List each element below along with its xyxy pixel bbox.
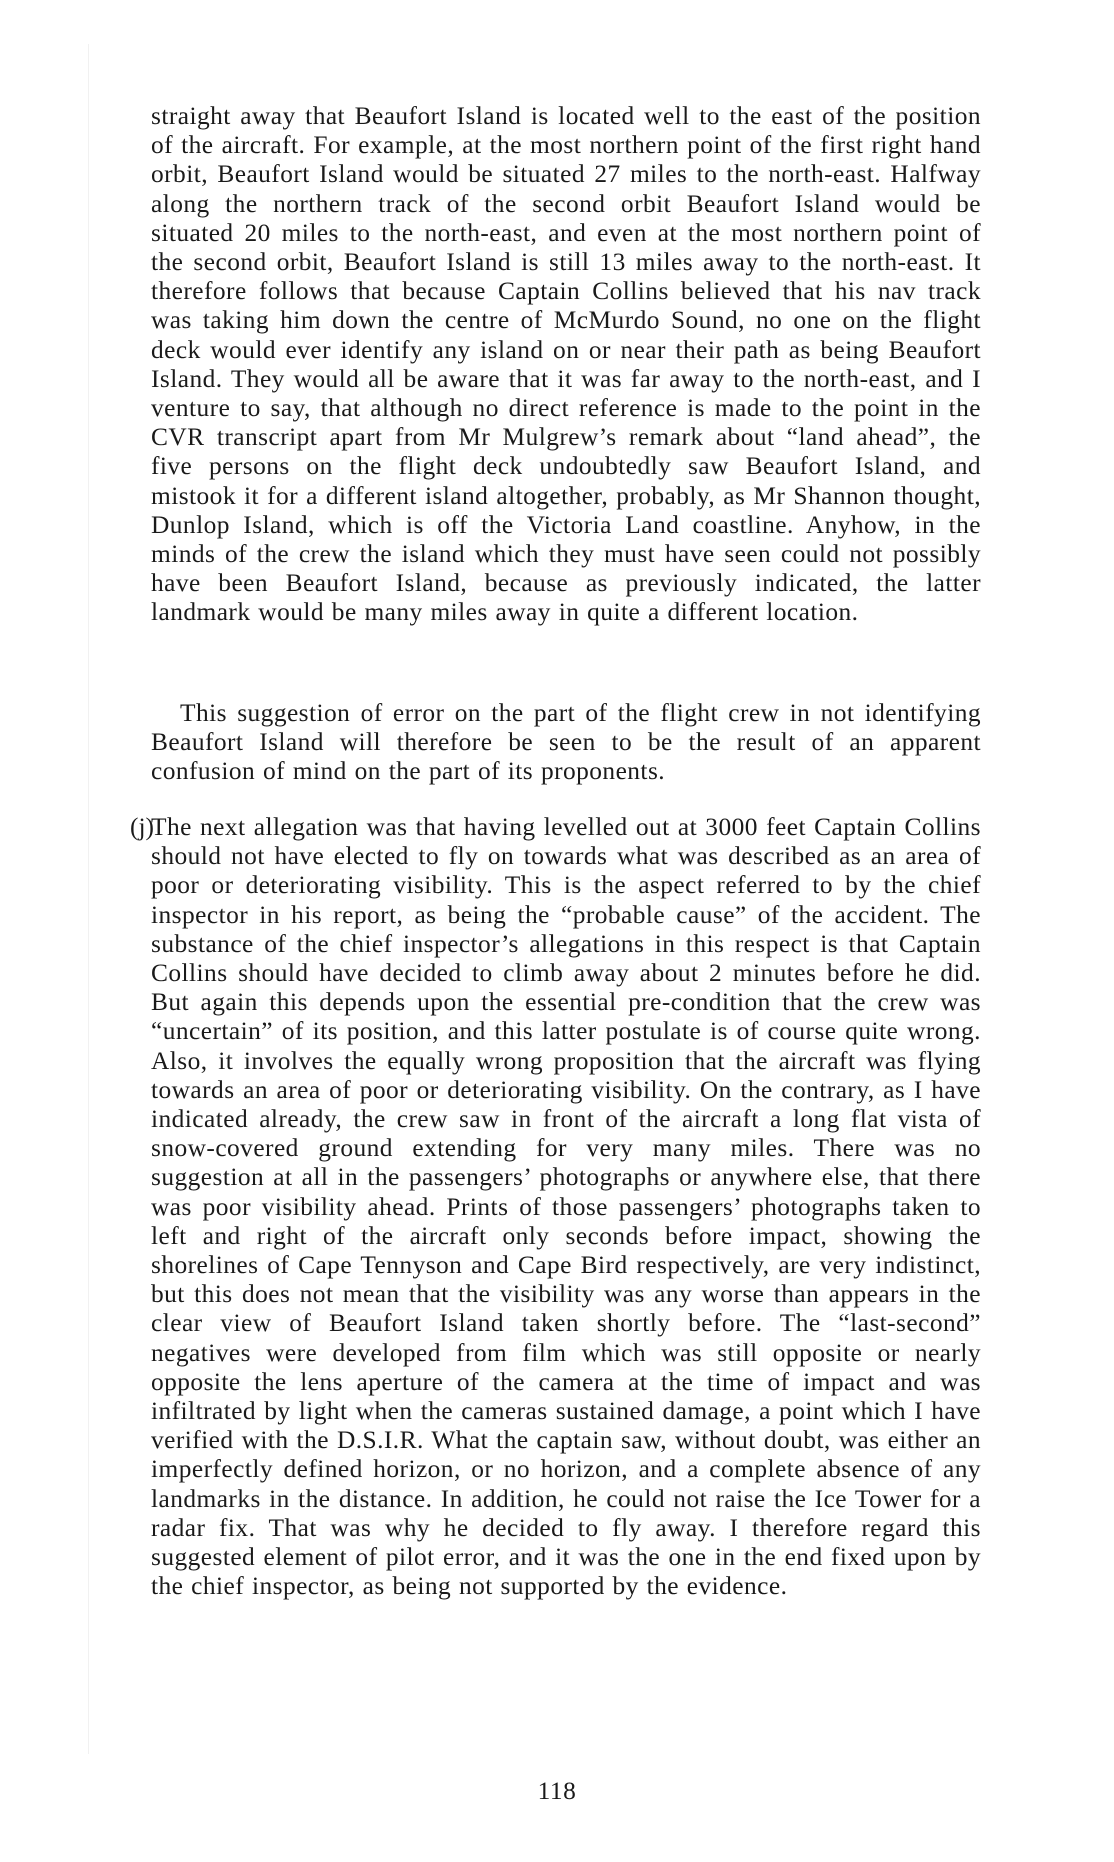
page-edge-shadow [88,44,89,1754]
conclusion-paragraph: This suggestion of error on the part of the flight crew in not identifying Beaufort Island will therefore be seen to be the result of an apparent confusion of mind on the part of its proponents. [151,699,981,786]
page-number: 118 [537,1777,577,1805]
list-item-label: (j) [130,813,154,841]
continued-paragraph: straight away that Beaufort Island is located well to the east of the position of the aircraft. For example, at the most northern point of the first right hand orbit, Beaufort Island would be situated 27 miles to the north-east. Halfway along the northern track of the second orbit Beaufort Island would be situated 20 miles to the north-east, and even at the most northern point of the second orbit, Beaufort Island is still 13 miles away to the north-east. It therefore follows that because Captain Collins believed that his nav track was taking him down the centre of McMurdo Sound, no one on the flight deck would ever identify any island on or near their path as being Beaufort Island. They would all be aware that it was far away to the north-east, and I venture to say, that although no direct reference is made to the point in the CVR transcript apart from Mr Mulgrew’s remark about “land ahead”, the five persons on the flight deck undoubtedly saw Beaufort Island, and mistook it for a different island altogether, probably, as Mr Shannon thought, Dunlop Island, which is off the Victoria Land coastline. Anyhow, in the minds of the crew the island which they must have seen could not possibly have been Beaufort Island, because as previously indicated, the latter landmark would be many miles away in quite a different location. [151,102,981,627]
list-item-text: The next allegation was that having levelled out at 3000 feet Captain Collins should not have elected to fly on towards what was described as an area of poor or deteriorating visibility. This is the aspect referred to by the chief inspector in his report, as being the “probable cause” of the accident. The substance of the chief inspector’s allegations in this respect is that Captain Collins should have decided to climb away about 2 minutes before he did. But again this depends upon the essential pre-condition that the crew was “uncertain” of its position, and this latter postulate is of course quite wrong. Also, it involves the equally wrong proposition that the aircraft was flying towards an area of poor or deteriorating visibility. On the contrary, as I have indicated already, the crew saw in front of the aircraft a long flat vista of snow-covered ground extending for very many miles. There was no suggestion at all in the passengers’ photographs or anywhere else, that there was poor visibility ahead. Prints of those passengers’ photographs taken to left and right of the aircraft only seconds before impact, showing the shorelines of Cape Tennyson and Cape Bird respectively, are very indistinct, but this does not mean that the visibility was any worse than appears in the clear view of Beaufort Island taken shortly before. The “last-second” negatives were developed from film which was still opposite or nearly opposite the lens aperture of the camera at the time of impact and was infiltrated by light when the cameras sustained damage, a point which I have verified with the D.S.I.R. What the captain saw, without doubt, was either an imperfectly defined horizon, or no horizon, and a complete absence of any landmarks in the distance. In addition, he could not raise the Ice Tower for a radar fix. That was why he decided to fly away. I therefore regard this suggested element of pilot error, and it was the one in the end fixed upon by the chief inspector, as being not supported by the evidence. [151,813,981,1601]
